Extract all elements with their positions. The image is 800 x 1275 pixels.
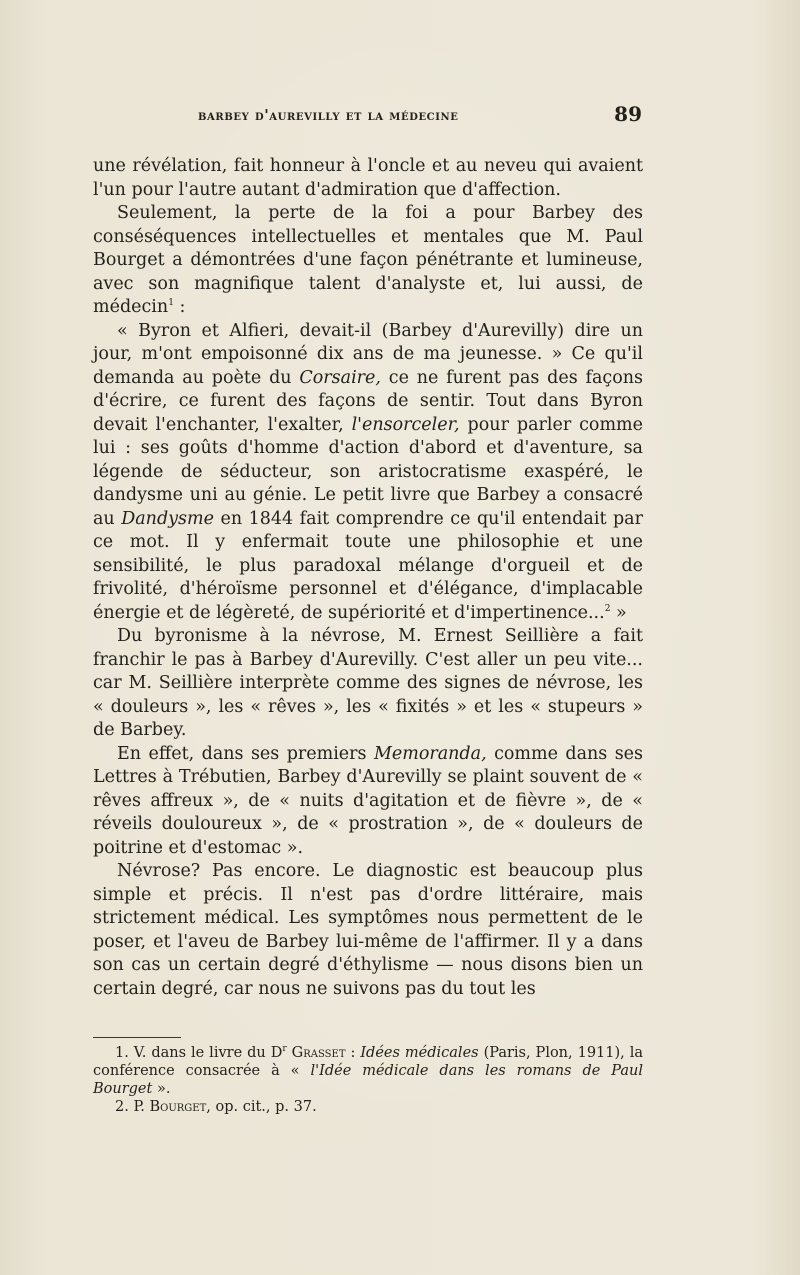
footnote-ref[interactable]: 1	[168, 298, 174, 309]
body-text	[93, 155, 643, 1001]
footnote-divider	[93, 1037, 181, 1038]
paragraph: « Byron et Alfieri, devait-il (Barbey d'Aurevilly) dire un jour, m'ont empoisonné dix ans de ma jeunesse. » Ce qu'il demanda au poète du Corsaire, ce ne furent pas des façons d'écrire, ce furent des façons de sentir. Tout dans Byron devait l'enchanter, l'exalter, l'ensorceler, pour parler comme lui : ses goûts d'homme d'action d'abord et d'aventure, sa légende de séducteur, son aristocratisme exaspéré, le dandysme uni au génie. Le petit livre que Barbey a consacré au Dandysme en 1844 fait comprendre ce qu'il entendait par ce mot. Il y enfermait toute une philosophie et une sensibilité, le plus paradoxal mélange d'orgueil et de frivolité, d'héroïsme personnel et d'élégance, d'implacable énergie et de légèreté, de supériorité et d'impertinence...$^2$ »	[93, 320, 644, 623]
footnote-ref[interactable]: 2	[604, 603, 611, 614]
paragraph: En effet, dans ses premiers Memoranda, comme dans ses Lettres à Trébutien, Barbey d'Aurevilly se plaint souvent de « rêves affreux », de « nuits d'agitation et de fièvre », de « réveils douloureux », de « prostration », de « douleurs de poitrine et d'estomac ».	[93, 743, 644, 858]
page-number: 89	[614, 102, 642, 126]
footnote: 1. V. dans le livre du $D^r$ Grasset : Idées médicales (Paris, Plon, 1911), la conférence consacrée à « l'Idée médicale dans les romans de Paul Bourget ».	[93, 1044, 644, 1097]
running-head: barbey d'aurevilly et la médecine	[198, 107, 459, 124]
paragraph: Névrose? Pas encore. Le diagnostic est beaucoup plus simple et précis. Il n'est pas d'ordre littéraire, mais strictement médical. Les symptômes nous permettent de le poser, et l'aveu de Barbey lui-même de l'affirmer. Il y a dans son cas un certain degré d'éthylisme — nous disons bien un certain degré, car nous ne suivons pas du tout les	[93, 861, 643, 999]
footnotes	[93, 1044, 643, 1116]
paragraph: une révélation, fait honneur à l'oncle et au neveu qui avaient l'un pour l'autre autant d'admiration que d'affection.	[93, 156, 643, 200]
footnote: 2. P. Bourget, op. cit., p. 37.	[115, 1099, 317, 1115]
paragraph: Du byronisme à la névrose, M. Ernest Seillière a fait franchir le pas à Barbey d'Aurevilly. C'est aller un peu vite... car M. Seillière interprète comme des signes de névrose, les « douleurs », les « rêves », les « fixités » et les « stupeurs » de Barbey.	[93, 626, 643, 740]
paragraph: Seulement, la perte de la foi a pour Barbey des conséséquences intellectuelles et mentales que M. Paul Bourget a démontrées d'une façon pénétrante et lumineuse, avec son magnifique talent d'analyste et, lui aussi, de médecin$^1$ :	[93, 203, 643, 317]
